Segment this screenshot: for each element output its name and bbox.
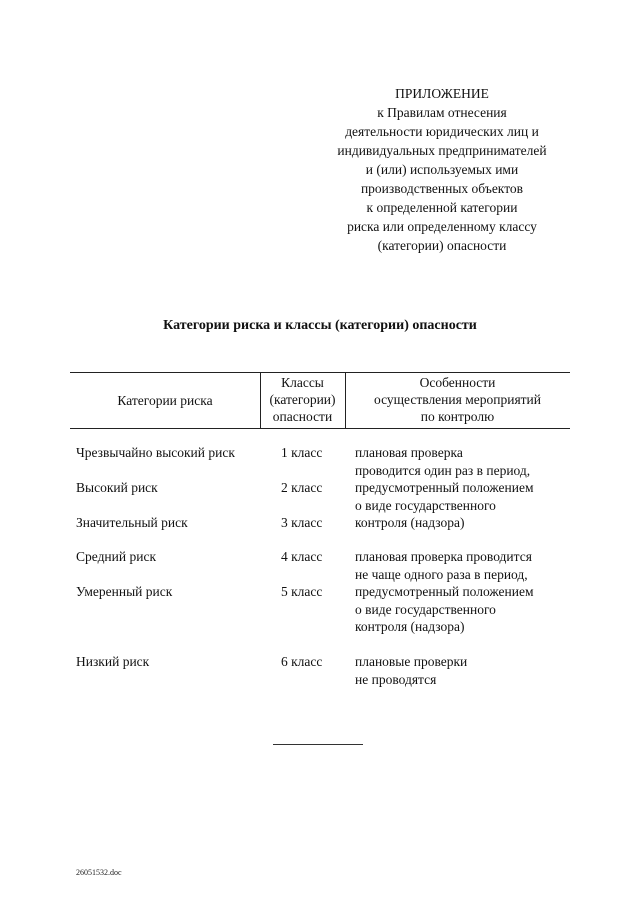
note-line: контроля (надзора) <box>355 515 465 530</box>
row-class: 5 класс <box>281 584 323 599</box>
control-note <box>355 653 467 688</box>
table-header-rule <box>70 428 570 429</box>
header-class <box>260 374 345 425</box>
appendix-line: индивидуальных предпринимателей <box>337 143 547 158</box>
row-class: 1 класс <box>281 445 323 460</box>
header-features-line: Особенности <box>419 375 496 390</box>
header-features-line: осуществления мероприятий <box>373 392 542 407</box>
header-category <box>70 392 260 409</box>
file-name: 26051532.doc <box>76 868 122 877</box>
appendix-line: к определенной категории <box>366 200 518 215</box>
note-line: проводится один раз в период, <box>355 462 531 478</box>
header-category-text: Категории риска <box>117 393 213 408</box>
row-class: 6 класс <box>281 654 323 669</box>
appendix-header <box>310 84 574 255</box>
row-category: Чрезвычайно высокий риск <box>76 445 235 460</box>
note-line: не чаще одного раза в период, <box>355 566 528 582</box>
header-class-line: (категории) <box>269 392 336 407</box>
page-title: Категории риска и классы (категории) опасности <box>163 318 477 333</box>
note-line: о виде государственного <box>355 497 496 513</box>
row-category: Высокий риск <box>76 480 158 495</box>
row-category: Низкий риск <box>76 654 150 669</box>
note-line: плановые проверки <box>355 654 468 669</box>
note-line: предусмотренный положением <box>355 480 534 495</box>
appendix-line: (категории) опасности <box>377 238 507 253</box>
row-class: 3 класс <box>281 515 323 530</box>
row-category: Значительный риск <box>76 515 188 530</box>
note-line: контроля (надзора) <box>355 619 465 634</box>
note-line: не проводятся <box>355 671 437 687</box>
row-category: Умеренный риск <box>76 584 173 599</box>
appendix-line: производственных объектов <box>360 181 524 196</box>
control-note <box>355 548 534 636</box>
row-class: 2 класс <box>281 480 323 495</box>
table-top-rule <box>70 372 570 373</box>
appendix-line: и (или) используемых ими <box>365 162 519 177</box>
note-line: плановая проверка проводится <box>355 549 532 564</box>
row-category: Средний риск <box>76 549 157 564</box>
note-line: плановая проверка <box>355 445 463 460</box>
header-features-line: по контролю <box>420 409 495 424</box>
control-note <box>355 444 534 532</box>
appendix-line: риска или определенному классу <box>347 219 537 234</box>
appendix-line: деятельности юридических лиц и <box>345 124 539 139</box>
header-class-line: опасности <box>272 409 333 424</box>
header-class-line: Классы <box>281 375 324 390</box>
header-features <box>345 374 570 425</box>
appendix-line: к Правилам отнесения <box>377 105 507 120</box>
note-line: предусмотренный положением <box>355 584 534 599</box>
note-line: о виде государственного <box>355 601 496 617</box>
row-class: 4 класс <box>281 549 323 564</box>
appendix-line: ПРИЛОЖЕНИЕ <box>395 86 489 101</box>
closing-rule <box>273 744 363 745</box>
